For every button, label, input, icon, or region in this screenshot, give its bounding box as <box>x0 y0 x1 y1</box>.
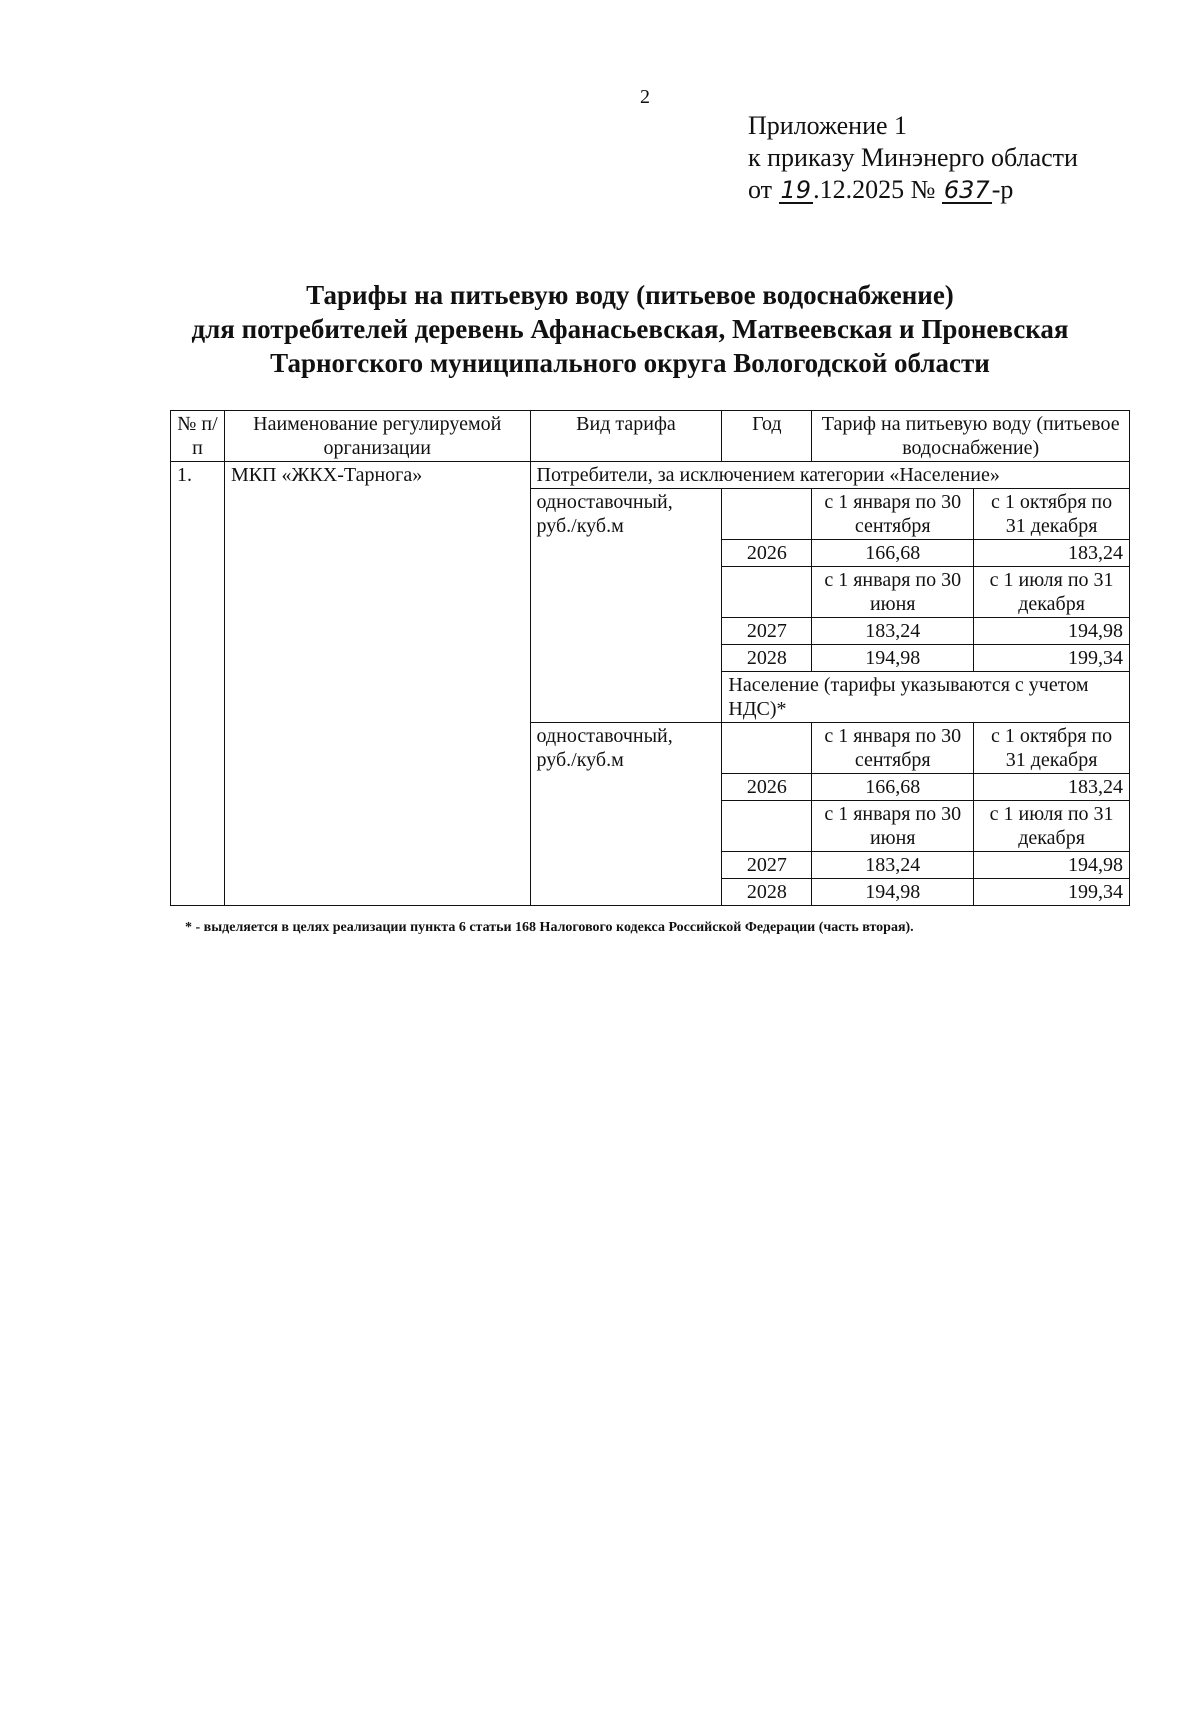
row-number: 1. <box>171 462 225 906</box>
category-label: Потребители, за исключением категории «Население» <box>530 462 1129 489</box>
value-cell: 194,98 <box>974 852 1130 879</box>
year-cell: 2028 <box>722 879 812 906</box>
year-cell: 2027 <box>722 618 812 645</box>
appendix-date-line <box>748 174 1078 206</box>
value-cell: 194,98 <box>812 645 974 672</box>
handwritten-order-number: 637 <box>943 176 990 204</box>
period-cell: с 1 июля по 31 декабря <box>974 801 1130 852</box>
period-cell: с 1 января по 30 июня <box>812 567 974 618</box>
page-number: 2 <box>640 86 650 108</box>
year-cell: 2028 <box>722 645 812 672</box>
header-year: Год <box>722 411 812 462</box>
value-cell: 183,24 <box>974 774 1130 801</box>
period-cell: с 1 января по 30 сентября <box>812 723 974 774</box>
title-line-1: Тарифы на питьевую воду (питьевое водоснабжение) <box>306 280 954 310</box>
value-cell: 166,68 <box>812 540 974 567</box>
document-title <box>130 278 1130 380</box>
title-line-3: Тарногского муниципального округа Вологодской области <box>270 348 990 378</box>
category-label: Население (тарифы указываются с учетом НДС)* <box>722 672 1130 723</box>
period-cell: с 1 января по 30 июня <box>812 801 974 852</box>
header-num: № п/п <box>171 411 225 462</box>
org-name: МКП «ЖКХ-Тарнога» <box>224 462 530 906</box>
value-cell: 183,24 <box>812 618 974 645</box>
year-cell-empty <box>722 723 812 774</box>
value-cell: 183,24 <box>974 540 1130 567</box>
appendix-block <box>748 110 1078 206</box>
date-prefix: от <box>748 175 773 204</box>
header-type: Вид тарифа <box>530 411 722 462</box>
year-cell: 2027 <box>722 852 812 879</box>
year-cell-empty <box>722 489 812 540</box>
footnote: * - выделяется в целях реализации пункта 6 статьи 168 Налогового кодекса Российской Федерации (часть вторая). <box>185 920 914 935</box>
handwritten-day: 19 <box>780 176 812 204</box>
tariff-table <box>170 410 1130 906</box>
year-cell-empty <box>722 567 812 618</box>
table-header-row <box>171 411 1130 462</box>
value-cell: 194,98 <box>812 879 974 906</box>
appendix-reference: к приказу Минэнерго области <box>748 143 1078 172</box>
period-cell: с 1 июля по 31 декабря <box>974 567 1130 618</box>
period-cell: с 1 января по 30 сентября <box>812 489 974 540</box>
value-cell: 199,34 <box>974 645 1130 672</box>
value-cell: 183,24 <box>812 852 974 879</box>
tariff-type: одноставочный, руб./куб.м <box>530 723 722 906</box>
title-line-2: для потребителей деревень Афанасьевская, Матвеевская и Проневская <box>191 314 1069 344</box>
value-cell: 199,34 <box>974 879 1130 906</box>
header-org: Наименование регулируемой организации <box>224 411 530 462</box>
table-row <box>171 462 1130 489</box>
value-cell: 166,68 <box>812 774 974 801</box>
year-cell-empty <box>722 801 812 852</box>
value-cell: 194,98 <box>974 618 1130 645</box>
tariff-type: одноставочный, руб./куб.м <box>530 489 722 723</box>
year-cell: 2026 <box>722 540 812 567</box>
period-cell: с 1 октября по 31 декабря <box>974 723 1130 774</box>
appendix-title: Приложение 1 <box>748 111 908 140</box>
year-cell: 2026 <box>722 774 812 801</box>
period-cell: с 1 октября по 31 декабря <box>974 489 1130 540</box>
order-suffix: -р <box>991 175 1014 204</box>
date-rest: .12.2025 № <box>813 175 936 204</box>
header-tariff: Тариф на питьевую воду (питьевое водоснабжение) <box>812 411 1130 462</box>
